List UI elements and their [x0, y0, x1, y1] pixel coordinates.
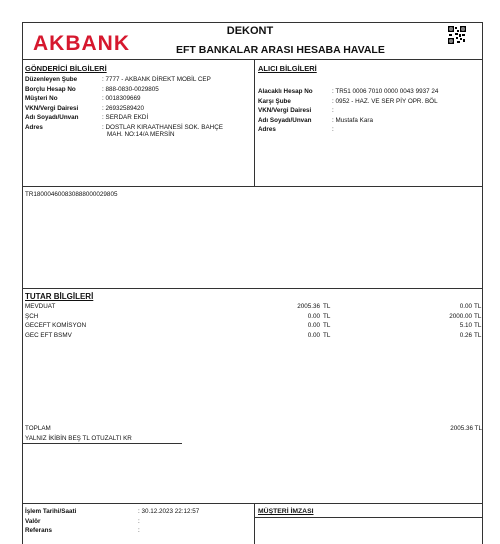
- amount-row-name: ŞCH: [25, 312, 39, 320]
- frame-right: [482, 22, 483, 544]
- document-subtitle: EFT BANKALAR ARASI HESABA HAVALE: [176, 44, 385, 56]
- amount-row-currency1: TL: [323, 312, 331, 320]
- amount-row-value1: 0.00: [307, 322, 320, 329]
- amount-row-value1: 0.00: [307, 331, 320, 339]
- sender-field-value: : SERDAR EKDİ: [102, 114, 149, 121]
- document-title: DEKONT: [226, 25, 274, 37]
- footer-field-value: :: [138, 517, 140, 525]
- receiver-field-label: Karşı Şube: [258, 97, 291, 105]
- amount-row-value1: 2005.36: [297, 303, 320, 310]
- sender-field-label: Müşteri No: [25, 95, 58, 102]
- amount-in-words: YALNIZ İKİBİN BEŞ TL OTUZALTI KR: [25, 435, 132, 442]
- amount-row-currency2: TL: [474, 312, 482, 320]
- amount-row-value2: 5.10: [459, 322, 472, 329]
- amount-row-currency1: TL: [323, 303, 331, 310]
- amount-row-name: MEVDUAT: [25, 303, 56, 310]
- footer-divider-vertical: [254, 503, 255, 544]
- footer-field-label: İşlem Tarihi/Saati: [25, 508, 77, 515]
- header-divider: [22, 59, 483, 60]
- amount-row-value2: 0.26: [459, 331, 472, 339]
- total-value: 2005.36 TL: [450, 425, 482, 432]
- sender-field-value: : 0018309669: [102, 95, 141, 102]
- sender-field-value: : 7777 - AKBANK DİREKT MOBİL CEP: [102, 76, 211, 83]
- amount-row-currency2: TL: [474, 322, 482, 329]
- amount-row-currency1: TL: [323, 331, 331, 339]
- party-divider-vertical: [254, 59, 255, 186]
- footer-field-value: :: [138, 527, 140, 534]
- amount-row-name: GEC EFT BSMV: [25, 331, 72, 339]
- amount-row-value2: 2000.00: [449, 312, 472, 320]
- footer-field-value: : 30.12.2023 22:12:57: [138, 508, 200, 515]
- signature-title-underline: [254, 517, 483, 518]
- sender-field-label: Borçlu Hesap No: [25, 85, 76, 93]
- amounts-section-bottom: [22, 503, 483, 504]
- sender-field-label: VKN/Vergi Dairesi: [25, 104, 79, 112]
- frame-left: [22, 22, 23, 544]
- amount-row-currency1: TL: [323, 322, 331, 329]
- sender-address-line2: MAH. NO:14/A MERSİN: [107, 131, 175, 138]
- amount-words-underline: [22, 443, 182, 444]
- akbank-logo: AKBANK: [33, 32, 130, 55]
- sender-field-label: Düzenleyen Şube: [25, 76, 78, 83]
- receiver-field-value: : TR51 0006 7010 0000 0043 9937 24: [332, 88, 439, 95]
- receiver-field-label: Adı Soyadı/Unvan: [258, 116, 312, 124]
- amount-row-value2: 0.00: [459, 303, 472, 310]
- sender-field-label: Adres: [25, 123, 43, 131]
- footer-field-label: Referans: [25, 527, 52, 534]
- receiver-field-value: : 0952 - HAZ. VE SER PİY OPR. BÖL: [332, 97, 438, 105]
- sender-field-label: Adı Soyadı/Unvan: [25, 114, 79, 121]
- receiver-field-label: Alacaklı Hesap No: [258, 88, 313, 95]
- total-label: TOPLAM: [25, 425, 51, 432]
- receiver-field-label: VKN/Vergi Dairesi: [258, 107, 312, 114]
- receiver-section-title: ALICI BİLGİLERİ: [258, 64, 317, 73]
- signature-section-title: MÜŞTERİ İMZASI: [258, 508, 314, 515]
- amount-row-currency2: TL: [474, 331, 482, 339]
- sender-field-value: : 26932589420: [102, 104, 145, 112]
- receiver-field-value: :: [332, 126, 334, 133]
- receiver-field-value: : Mustafa Kara: [332, 116, 373, 124]
- sender-field-value: : 888-0830-0029805: [102, 85, 159, 93]
- amount-row-name: GECEFT KOMİSYON: [25, 322, 87, 329]
- sender-address-line1: : DOSTLAR KIRAATHANESİ SOK. BAHÇE: [102, 123, 223, 131]
- receiver-field-label: Adres: [258, 126, 276, 133]
- amount-row-value1: 0.00: [307, 312, 320, 320]
- reference-section-bottom: [22, 288, 483, 289]
- amount-row-currency2: TL: [474, 303, 482, 310]
- frame-top: [22, 22, 483, 23]
- qr-code-icon: [448, 26, 466, 44]
- party-section-bottom: [22, 186, 483, 187]
- amounts-section-title: TUTAR BİLGİLERİ: [25, 292, 94, 301]
- sender-section-title: GÖNDERİCİ BİLGİLERİ: [25, 64, 107, 73]
- reference-code: TR180004600830888000029805: [25, 191, 118, 198]
- footer-field-label: Valör: [25, 517, 41, 525]
- receiver-field-value: :: [332, 107, 334, 114]
